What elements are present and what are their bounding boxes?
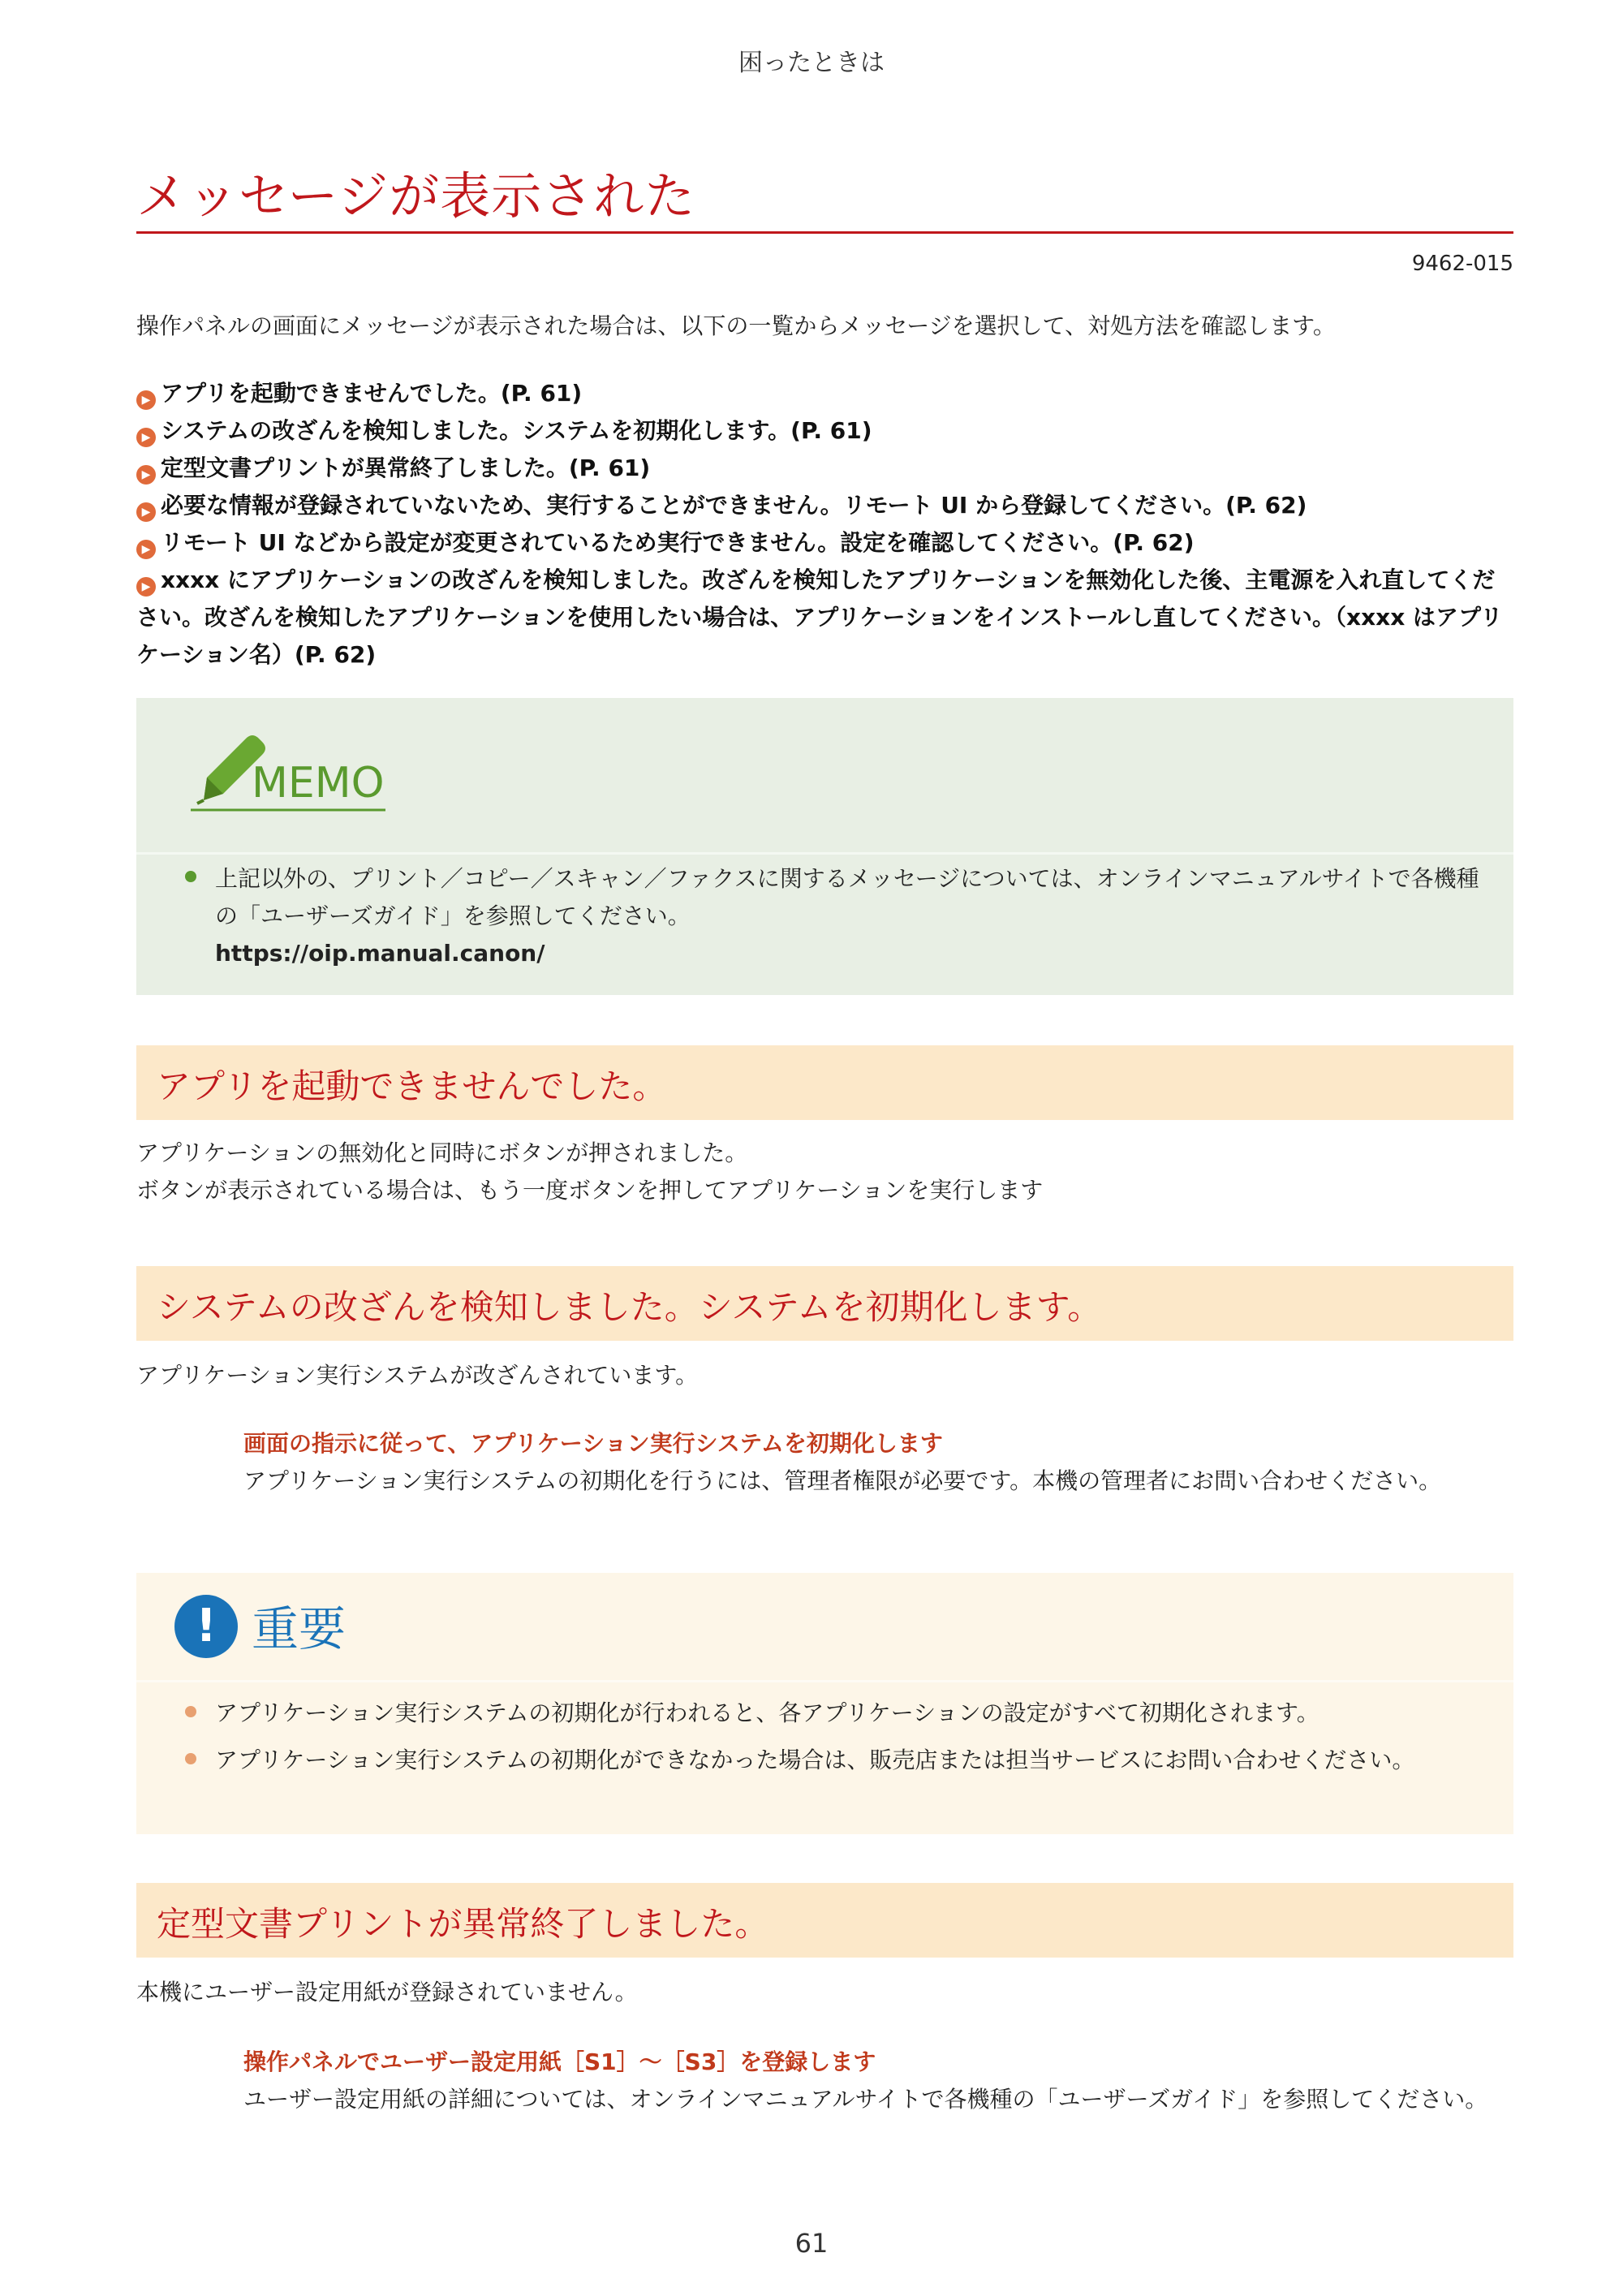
memo-divider xyxy=(136,852,1513,855)
step-title: 操作パネルでユーザー設定用紙［S1］～［S3］を登録します xyxy=(243,2048,876,2075)
arrow-bullet-icon: ▶ xyxy=(136,428,156,447)
message-link[interactable]: ▶ xxxx にアプリケーションの改ざんを検知しました。改ざんを検知したアプリケーションを無効化した後、主電源を入れ直してください。改ざんを検知したアプリケーションを使用したい場合は、アプリケーションをインストールし直してください。（xxxx はアプリケーション名）(P. 62) xyxy=(136,566,1503,668)
pencil-memo-icon xyxy=(174,722,390,816)
message-link[interactable]: ▶ アプリを起動できませんでした。(P. 61) xyxy=(136,375,1516,412)
important-title: 重要 xyxy=(252,1601,347,1656)
important-item: アプリケーション実行システムの初期化ができなかった場合は、販売店または担当サービスにお問い合わせください。 xyxy=(215,1747,1415,1773)
arrow-bullet-icon: ▶ xyxy=(136,540,156,559)
intro-paragraph: 操作パネルの画面にメッセージが表示された場合は、以下の一覧からメッセージを選択して、対処方法を確認します。 xyxy=(136,312,1336,339)
arrow-bullet-icon: ▶ xyxy=(136,390,156,410)
step-title: 画面の指示に従って、アプリケーション実行システムを初期化します xyxy=(243,1430,943,1457)
important-bullet xyxy=(185,1706,196,1717)
memo-text: 上記以外の、プリント／コピー／スキャン／ファクスに関するメッセージについては、オンラインマニュアルサイトで各機種の「ユーザーズガイド」を参照してください。 xyxy=(215,865,1479,929)
section-heading-app-launch: アプリを起動できませんでした。 xyxy=(136,1045,1513,1120)
memo-label: MEMO xyxy=(252,759,385,808)
message-link[interactable]: ▶ 必要な情報が登録されていないため、実行することができません。リモート UI から登録してください。(P. 62) xyxy=(136,487,1516,524)
message-link[interactable]: ▶ システムの改ざんを検知しました。システムを初期化します。(P. 61) xyxy=(136,412,1516,450)
important-item: アプリケーション実行システムの初期化が行われると、各アプリケーションの設定がすべて初期化されます。 xyxy=(215,1699,1319,1726)
page-title: メッセージが表示された xyxy=(136,166,696,226)
arrow-bullet-icon: ▶ xyxy=(136,465,156,485)
message-link[interactable]: ▶ リモート UI などから設定が変更されているため実行できません。設定を確認してください。(P. 62) xyxy=(136,524,1516,562)
arrow-bullet-icon: ▶ xyxy=(136,577,156,597)
section-heading-form-print-error: 定型文書プリントが異常終了しました。 xyxy=(136,1883,1513,1958)
running-header: 困ったときは xyxy=(738,49,885,77)
step-text: アプリケーション実行システムの初期化を行うには、管理者権限が必要です。本機の管理者にお問い合わせください。 xyxy=(243,1467,1442,1494)
section-body-line: アプリケーションの無効化と同時にボタンが押されました。 xyxy=(136,1139,748,1166)
message-link[interactable]: ▶ 定型文書プリントが異常終了しました。(P. 61) xyxy=(136,450,1516,487)
exclamation-icon: ! xyxy=(174,1595,238,1658)
step-text: ユーザー設定用紙の詳細については、オンラインマニュアルサイトで各機種の「ユーザーズガイド」を参照してください。 xyxy=(243,2086,1488,2113)
section-body-line: アプリケーション実行システムが改ざんされています。 xyxy=(136,1362,699,1389)
arrow-bullet-icon: ▶ xyxy=(136,502,156,522)
important-divider xyxy=(136,1680,1513,1682)
document-id: 9462-015 xyxy=(1411,252,1513,276)
section-body-line: ボタンが表示されている場合は、もう一度ボタンを押してアプリケーションを実行します xyxy=(136,1177,1044,1204)
section-heading-tamper-detected: システムの改ざんを検知しました。システムを初期化します。 xyxy=(136,1266,1513,1341)
memo-url-link[interactable]: https://oip.manual.canon/ xyxy=(215,940,545,967)
important-bullet xyxy=(185,1753,196,1764)
section-body-line: 本機にユーザー設定用紙が登録されていません。 xyxy=(136,1979,638,2005)
page-number: 61 xyxy=(794,2228,829,2259)
message-link-list xyxy=(136,375,1516,674)
title-rule xyxy=(136,231,1513,234)
memo-bullet xyxy=(185,871,196,882)
